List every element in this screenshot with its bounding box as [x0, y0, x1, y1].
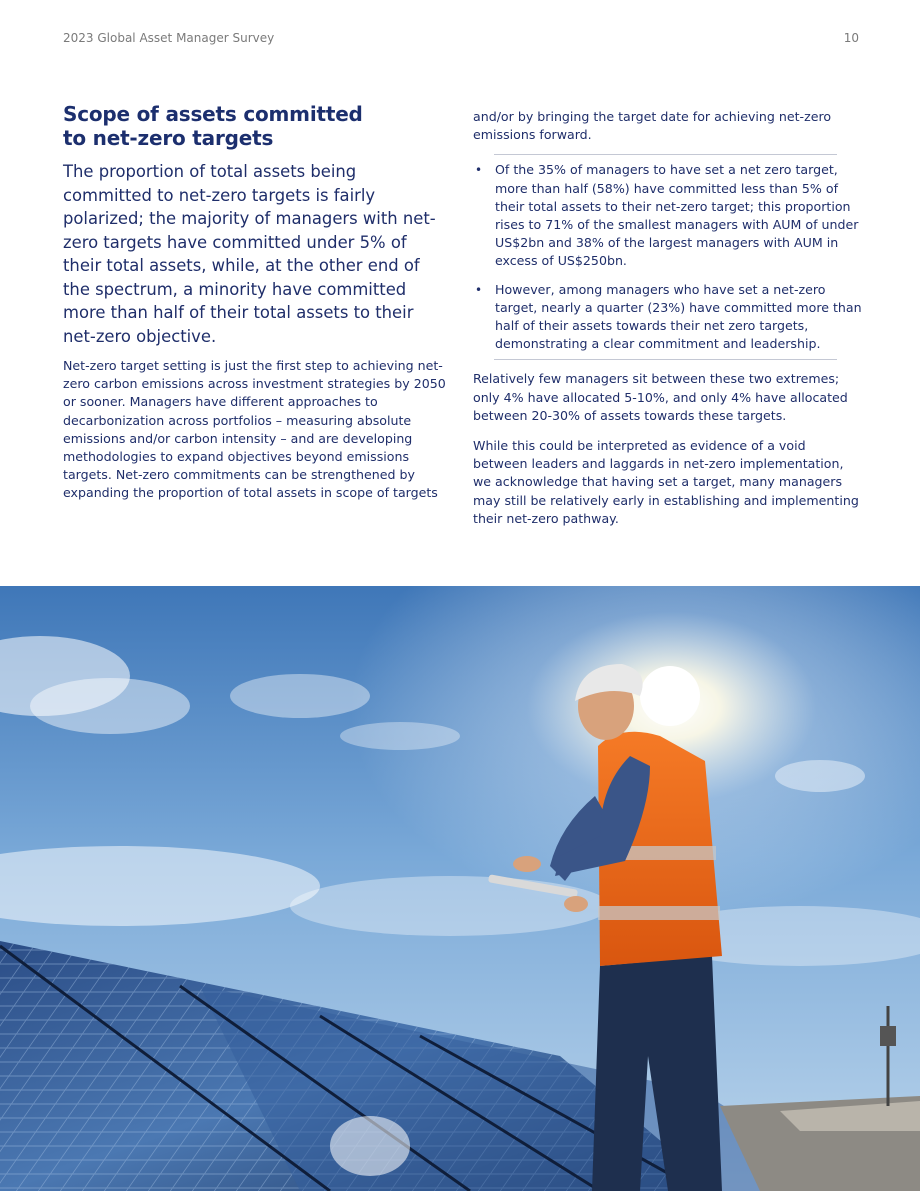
bullet-marker: • [475, 282, 483, 297]
photo-illustration [0, 586, 920, 1191]
running-header: 2023 Global Asset Manager Survey [63, 31, 275, 45]
sun [640, 666, 700, 726]
bullet-item [473, 161, 863, 270]
bullet-item [473, 281, 863, 354]
body-paragraph-void: While this could be interpreted as evidence of a void between leaders and laggards in net-zero implementation, we acknowledge that having set a target, many managers may still be relatively early in establishing and implementing their net-zero pathway. [473, 438, 859, 526]
bullet-text: However, among managers who have set a net-zero target, nearly a quarter (23%) have committed more than half of their assets towards their net zero targets, demonstrating a clear commitment and leadership. [495, 281, 862, 352]
body-paragraph-extremes: Relatively few managers sit between these two extremes; only 4% have allocated 5-10%, and only 4% have allocated between 20-30% of assets towards these targets. [473, 371, 848, 423]
page-number: 10 [843, 31, 859, 45]
body-paragraph-continued: and/or by bringing the target date for achieving net-zero emissions forward. [473, 109, 832, 143]
bullet-marker: • [475, 163, 483, 178]
body-paragraph-left: Net-zero target setting is just the first step to achieving net-zero carbon emissions across investment strategies by 2050 or sooner. Managers have different approaches to decarbonization across portfolios – measuring absolute emissions and/or carbon intensity – and are developing methodologies to expand objectives beyond emissions targets. Net-zero commitments can be strengthened by expanding the proportion of total assets in scope of targets [63, 358, 446, 501]
bullet-text: Of the 35% of managers to have set a net zero target, more than half (58%) have committed less than 5% of their total assets to their net-zero target; this proportion rises to 71% of the smallest managers with AUM of under US$2bn and 38% of the largest managers with AUM in excess of US$250bn. [495, 162, 859, 269]
left-column [63, 102, 448, 503]
bullet-list [473, 161, 863, 353]
section-title [63, 102, 448, 150]
intro-paragraph: The proportion of total assets being committed to net-zero targets is fairly polarized; the majority of managers with net-zero targets have committed under 5% of their total assets, while, at the other end of the spectrum, a minority have committed more than half of their total assets to their net-zero objective. [63, 162, 436, 346]
section-title-line-2: to net-zero targets [63, 126, 274, 150]
divider-top [494, 154, 837, 155]
solar-engineer-photo [0, 586, 920, 1191]
bullet-block [473, 154, 863, 360]
section-title-line-1: Scope of assets committed [63, 102, 363, 126]
divider-bottom [494, 359, 837, 360]
right-column [473, 108, 863, 528]
